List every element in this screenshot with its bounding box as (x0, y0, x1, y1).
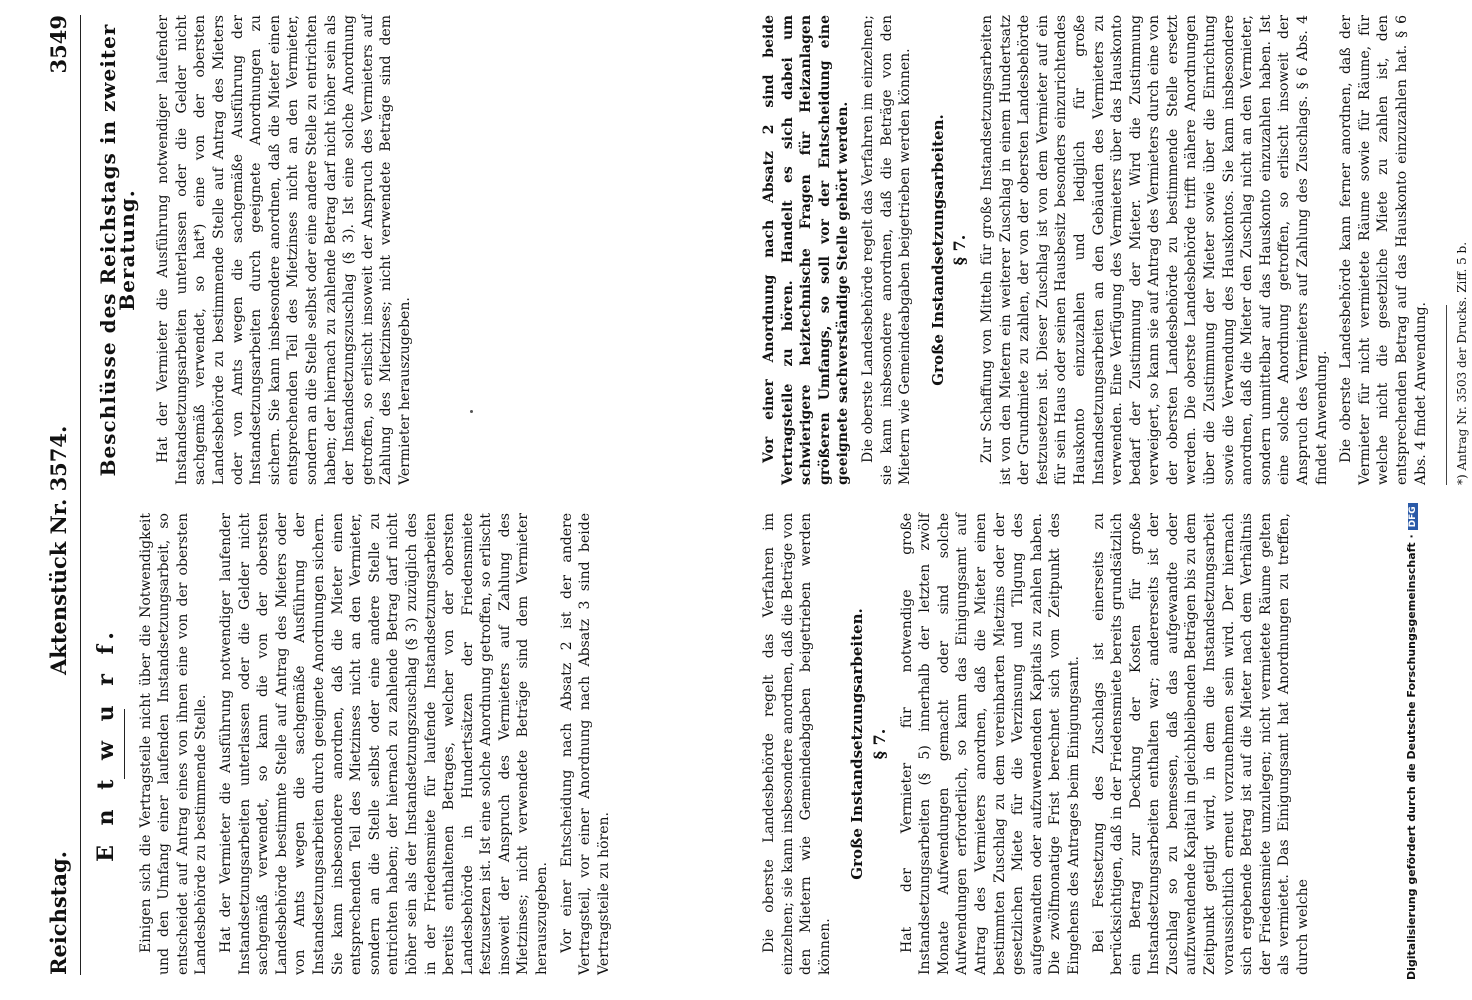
digitisation-text: Digitalisierung gefördert durch die Deutsche Forschungsgemeinschaft · (1405, 534, 1418, 980)
draft-column (95, 513, 735, 975)
section-number: § 7. (950, 234, 970, 266)
draft-paragraph: Die oberste Landesbehörde regelt das Verfahren im einzelnen; sie kann insbesondere anordnen, daß die Beträge von den Mietern wie Gemeindeabgaben beigetrieben werden können. (761, 513, 833, 975)
footnote: *) Antrag Nr. 3503 der Drucks. Ziff. 5 b. (1455, 241, 1470, 485)
running-head-left: Reichstag. (46, 851, 71, 975)
heading-rule (124, 709, 125, 779)
resolutions-column (95, 15, 735, 485)
speck (470, 410, 473, 413)
resolution-paragraph: Zur Schaffung von Mitteln für große Instandsetzungsarbeiten ist von den Mietern ein weiterer Zuschlag in einem Hundertsatz der Grundmiete zu zahlen, der von der obersten Landesbehörde festzusetzen ist. Dieser Zuschlag ist von dem Vermieter auf ein für sein Haus oder seinen Hausbesitz besonders einzurichtendes Hauskonto einzuzahlen und lediglich für große Instandsetzungsarbeiten an den Gebäuden des Vermieters zu verwenden. Eine Verfügung des Vermieters über das Hauskonto bedarf der Zustimmung der Mieter. Wird die Zustimmung verweigert, so kann sie auf Antrag des Vermieters durch eine von der obersten Landesbehörde zu bestimmende Stelle ersetzt werden. Die oberste Landesbehörde trifft nähere Anordnungen über die Zustimmung der Mieter sowie über die Einrichtung sowie die Verwendung des Hauskontos. Sie kann insbesondere anordnen, daß die Mieter den Zuschlag nicht an den Vermieter, sondern unmittelbar auf das Hauskonto einzuzahlen haben. Ist eine solche Anordnung getroffen, so erlischt insoweit der Anspruch des Vermieters auf Zahlung des Zuschlags. § 6 Abs. 4 findet Anwendung. (978, 15, 1330, 485)
resolution-paragraph: Vor einer Anordnung nach Absatz 2 sind beide Vertragsteile zu hören. Handelt es sich dabei um schwierigere heiztechnische Fragen für Heizanlagen größeren Umfangs, so soll vor der Entscheidung eine geeignete sachverständige Stelle gehört werden. (761, 15, 852, 485)
section-number: § 7. (869, 728, 889, 760)
draft-paragraph: Hat der Vermieter für notwendige große Instandsetzungsarbeiten (§ 5) innerhalb der letzten zwölf Monate Aufwendungen gemacht oder sind solche Aufwendungen erforderlich, so kann das Einigungsamt auf Antrag des Vermieters anordnen, daß die Mieter einen bestimmten Zuschlag zu dem vereinbarten Mietzins oder der gesetzlichen Miete für die Verzinsung und Tilgung des aufgewandten oder aufzuwendenden Kapitals zu zahlen haben. Die zwölfmonatige Frist berechnet sich vom Zeitpunkt des Eingehens des Antrages beim Einigungsamt. (898, 513, 1082, 975)
resolution-paragraph: Die oberste Landesbehörde kann ferner anordnen, daß der Vermieter für nicht vermietete Räume sowie für Räume, für welche nicht die gesetzliche Miete zu zahlen ist, den entsprechenden Betrag auf das Hauskonto einzuzahlen hat. § 6 Abs. 4 findet Anwendung. (1338, 15, 1429, 485)
draft-paragraph: Vor einer Entscheidung nach Absatz 2 ist der andere Vertragsteil, vor einer Anordnung nach Absatz 3 sind beide Vertragsteile zu hören. (558, 513, 612, 975)
draft-paragraph: Einigen sich die Vertragsteile nicht über die Notwendigkeit und den Umfang einer laufenden Instandsetzungsarbeit, so entscheidet auf Antrag eines von ihnen eine von der obersten Landesbehörde zu bestimmende Stelle. (137, 513, 210, 975)
page-number: 3549 (46, 15, 71, 74)
draft-paragraph: Bei Festsetzung des Zuschlags ist einerseits zu berücksichtigen, daß in der Friedensmiete bereits grundsätzlich ein Betrag zur Deckung der Kosten für große Instandsetzungsarbeiten enthalten war; andererseits ist der Zuschlag so zu bemessen, daß das aufgewandte oder aufzuwendende Kapital in gleichbleibenden Beträgen bis zu dem Zeitpunkt getilgt wird, in dem die Instandsetzungsarbeit voraussichtlich erneut vorzunehmen sein wird. Der hiernach sich ergebende Betrag ist auf die Mieter nach dem Verhältnis der Friedensmiete umzulegen; nicht vermietete Räume gelten als vermietet. Das Einigungsamt hat Anordnungen zu treffen, durch welche (1090, 513, 1312, 975)
dfg-logo: DFG (1408, 503, 1418, 530)
running-head (40, 15, 81, 975)
resolutions-heading: Beschlüsse des Reichstags in zweiter Beratung. (96, 23, 139, 477)
running-head-center: Aktenstück Nr. 3574. (46, 425, 71, 675)
section-title: Große Instandsetzungsarbeiten. (848, 608, 867, 880)
footnote-rule (1446, 305, 1451, 485)
section-title: Große Instandsetzungsarbeiten. (928, 114, 947, 386)
resolution-paragraph: Die oberste Landesbehörde regelt das Verfahren im einzelnen; sie kann insbesondere anordnen, daß die Beträge von den Mietern wie Gemeindeabgaben beigetrieben werden können. (859, 15, 914, 485)
resolution-paragraph: Hat der Vermieter die Ausführung notwendiger laufender Instandsetzungsarbeiten unterlassen oder die Gelder nicht sachgemäß verwendet, so hat*) eine von der obersten Landesbehörde zu bestimmende Stelle auf Antrag des Mieters oder von Amts wegen die sachgemäße Ausführung der Instandsetzungsarbeiten durch geeignete Anordnungen zu sichern. Sie kann insbesondere anordnen, daß die Mieter einen entsprechenden Teil des Mietzinses nicht an den Vermieter, sondern an die Stelle selbst oder eine andere Stelle zu entrichten haben; der hiernach zu zahlende Betrag darf nicht höher sein als der Instandsetzungszuschlag (§ 3). Ist eine solche Anordnung getroffen, so erlischt insoweit der Anspruch des Vermieters auf Zahlung des Mietzinses; nicht verwendete Beträge sind dem Vermieter herauszugeben. (155, 15, 413, 485)
draft-column-continued (760, 513, 1380, 975)
digitisation-notice (1405, 0, 1418, 980)
resolutions-column-continued (760, 15, 1470, 485)
draft-heading: E n t w u r f. (93, 626, 119, 862)
draft-paragraph: Hat der Vermieter die Ausführung notwendiger laufender Instandsetzungsarbeiten unterlassen oder die Gelder nicht sachgemäß verwendet, so kann die von der obersten Landesbehörde bestimmte Stelle auf Antrag des Mieters oder von Amts wegen die sachgemäße Ausführung der Instandsetzungsarbeiten durch geeignete Anordnungen sichern. Sie kann insbesondere anordnen, daß die Mieter einen entsprechenden Teil des Mietzinses nicht an den Vermieter, sondern an die Stelle selbst oder eine andere Stelle zu entrichten haben; der hiernach zu zahlende Betrag darf nicht höher sein als der Instandsetzungszuschlag (§ 3) zuzüglich des in der Friedensmiete für laufende Instandsetzungsarbeiten bereits enthaltenen Betrages, welcher von der obersten Landesbehörde in Hundertsätzen der Friedensmiete festzusetzen ist. Ist eine solche Anordnung getroffen, so erlischt insoweit der Anspruch des Vermieters auf Zahlung des Mietzinses; nicht verwendete Beträge sind dem Vermieter herauszugeben. (217, 513, 551, 975)
